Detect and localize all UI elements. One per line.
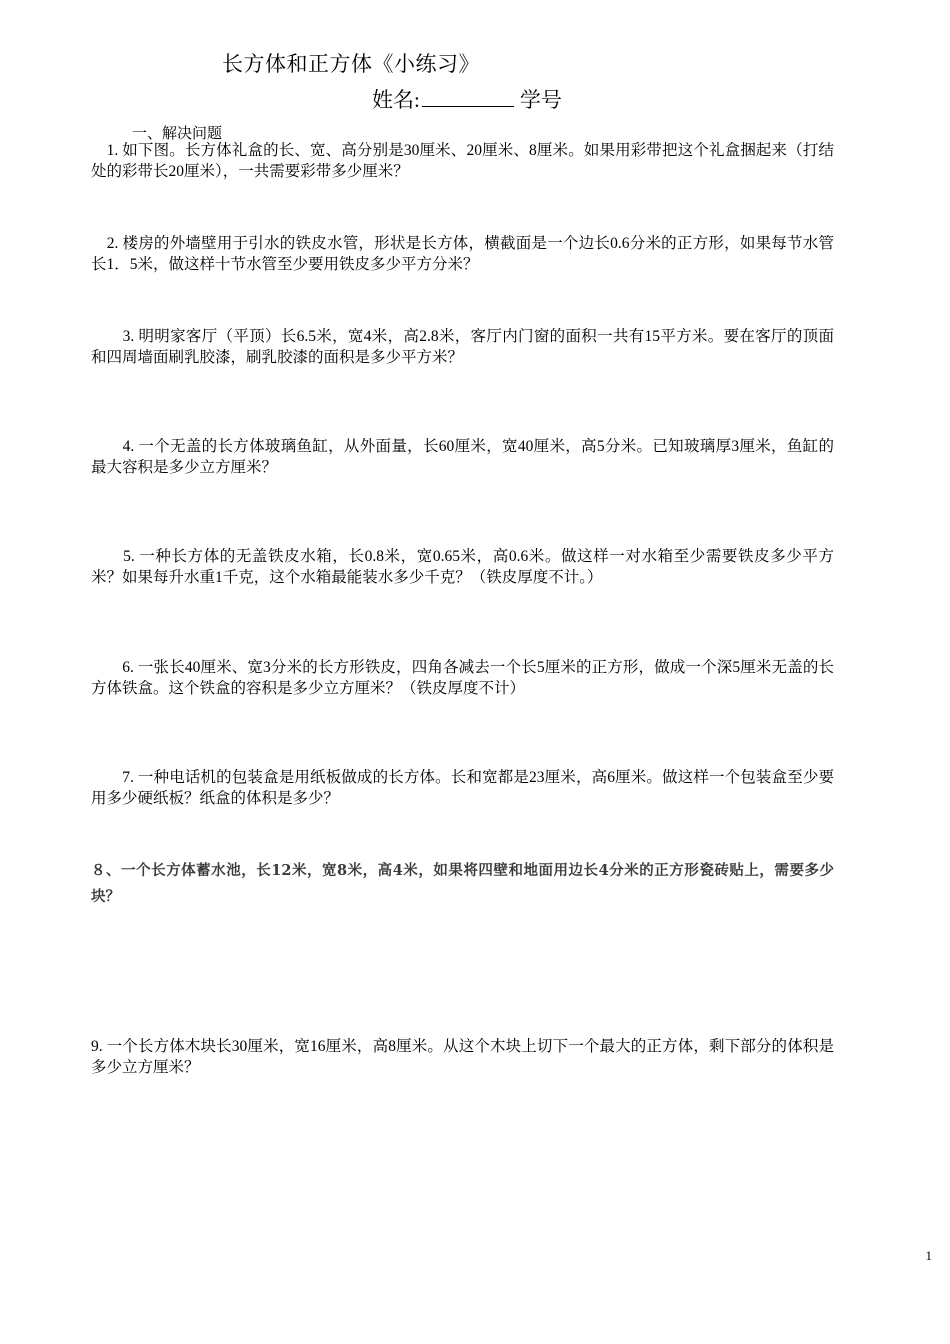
- question-7: 7. 一种电话机的包装盒是用纸板做成的长方体。长和宽都是23厘米，高6厘米。做这样一个包装盒至少要用多少硬纸板？纸盒的体积是多少？: [91, 769, 834, 807]
- question-5: 5. 一种长方体的无盖铁皮水箱，长0.8米，宽0.65米，高0.6米。做这样一对水箱至少需要铁皮多少平方米？如果每升水重1千克，这个水箱最能装水多少千克？（铁皮厚度不计。）: [91, 548, 834, 586]
- id-label: 学号: [519, 88, 562, 112]
- page-number: 1: [925, 1248, 932, 1263]
- name-id-line: [372, 84, 562, 114]
- page-title: 长方体和正方体《小练习》: [222, 52, 480, 76]
- name-label: 姓名:: [372, 88, 420, 112]
- question-6: 6. 一张长40厘米、宽3分米的长方形铁皮，四角各减去一个长5厘米的正方形，做成一个深5厘米无盖的长方体铁盒。这个铁盒的容积是多少立方厘米？（铁皮厚度不计）: [91, 659, 834, 697]
- section-heading: 一、解决问题: [132, 126, 223, 142]
- question-9: 9. 一个长方体木块长30厘米，宽16厘米，高8厘米。从这个木块上切下一个最大的正方体，剩下部分的体积是多少立方厘米？: [91, 1038, 834, 1076]
- question-3: 3. 明明家客厅（平顶）长6.5米，宽4米，高2.8米，客厅内门窗的面积一共有15平方米。要在客厅的顶面和四周墙面刷乳胶漆，刷乳胶漆的面积是多少平方米？: [91, 328, 834, 366]
- question-4: 4. 一个无盖的长方体玻璃鱼缸，从外面量，长60厘米，宽40厘米，高5分米。已知玻璃厚3厘米，鱼缸的最大容积是多少立方厘米？: [91, 438, 834, 476]
- question-2: 2. 楼房的外墙壁用于引水的铁皮水管，形状是长方体，横截面是一个边长0.6分米的正方形，如果每节水管长1．5米，做这样十节水管至少要用铁皮多少平方分米？: [91, 235, 834, 273]
- name-blank: [422, 88, 514, 107]
- question-1: 1. 如下图。长方体礼盒的长、宽、高分别是30厘米、20厘米、8厘米。如果用彩带把这个礼盒捆起来（打结处的彩带长20厘米），一共需要彩带多少厘米？: [91, 142, 834, 180]
- question-8: ８、一个长方体蓄水池，长12米，宽8米，高4米，如果将四壁和地面用边长4分米的正方形瓷砖贴上，需要多少块？: [91, 862, 834, 905]
